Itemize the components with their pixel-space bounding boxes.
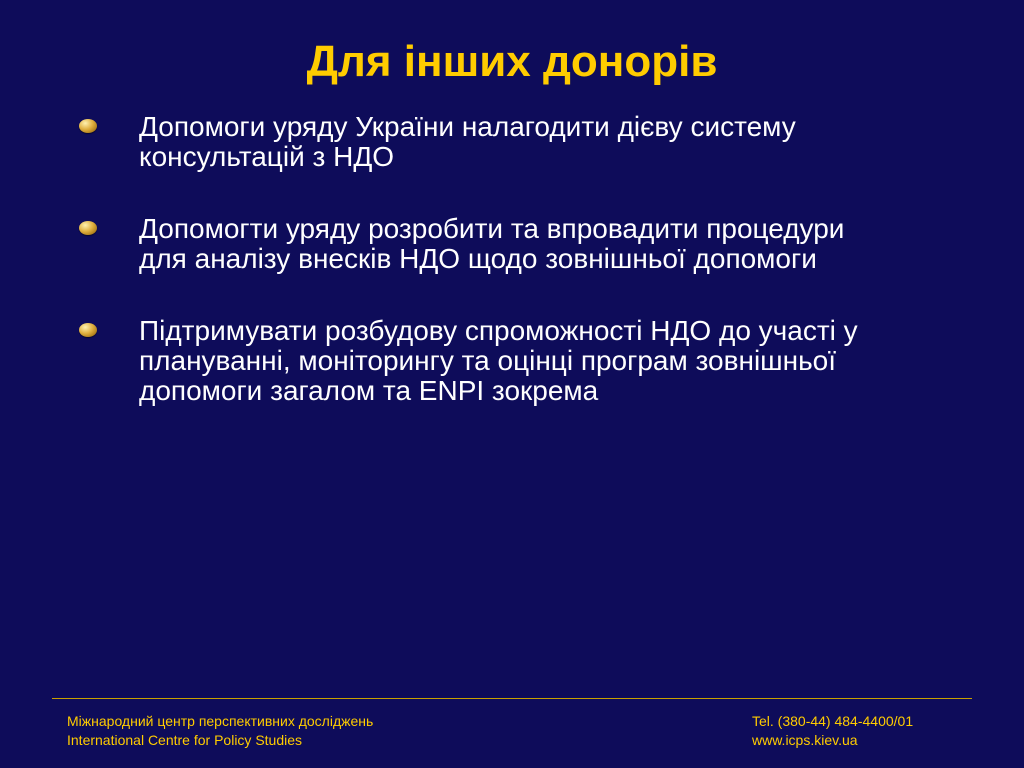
footer-org-english: International Centre for Policy Studies (67, 732, 303, 748)
footer-org-ukrainian: Міжнародний центр перспективних досліджень (67, 713, 374, 729)
gold-sphere-bullet-icon (79, 119, 97, 133)
bullet-text-line: Допомоги уряду України налагодити дієву систему (139, 111, 796, 142)
bullet-text-line: Підтримувати розбудову спроможності НДО до участі у (139, 315, 858, 346)
gold-sphere-bullet-icon (79, 323, 97, 337)
bullet-item (0, 112, 1024, 172)
gold-sphere-bullet-icon (79, 221, 97, 235)
bullet-text-line: плануванні, моніторингу та оцінці програм зовнішньої (139, 345, 837, 376)
bullet-text-line: допомоги загалом та ENPI зокрема (139, 375, 599, 406)
bullet-text-line: для аналізу внесків НДО щодо зовнішньої допомоги (139, 243, 817, 274)
slide-title: Для інших донорів (306, 37, 718, 86)
bullet-text-line: консультацій з НДО (139, 141, 395, 172)
footer-organization (67, 712, 373, 750)
bullet-item (0, 316, 1024, 406)
bullet-item (0, 214, 1024, 274)
footer-contacts (752, 712, 913, 750)
bullet-list (0, 112, 1024, 448)
bullet-text-line: Допомогти уряду розробити та впровадити процедури (139, 213, 845, 244)
footer-divider (52, 698, 972, 699)
footer-website-link[interactable]: www.icps.kiev.ua (752, 732, 858, 748)
footer-telephone: Tel. (380-44) 484-4400/01 (752, 713, 914, 729)
